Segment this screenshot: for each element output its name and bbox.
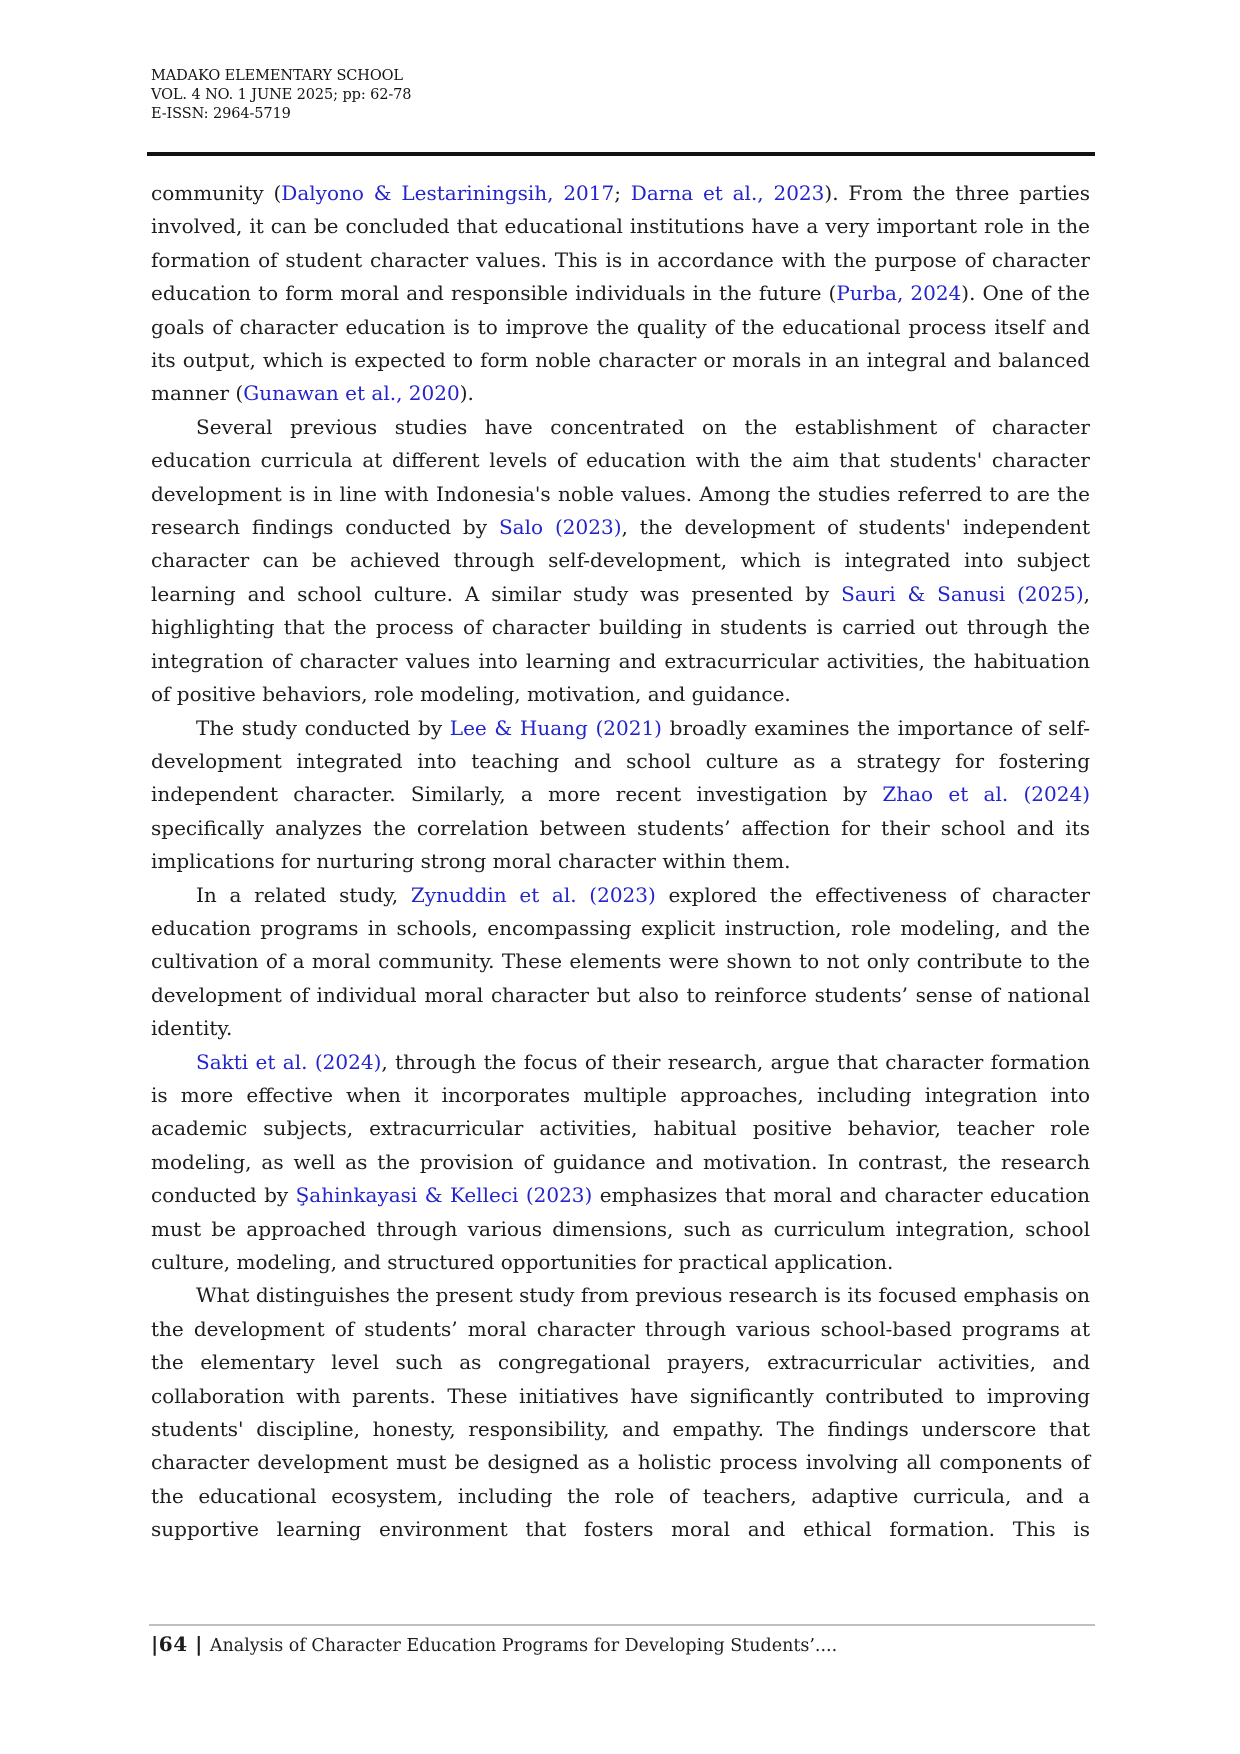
paragraph (151, 177, 1090, 411)
text-run: ). From the three parties involved, it can be concluded that educational institutions have a very important role in the formation of student character values. This is in accordance with the purpose of character education to form moral and responsible individuals in the future ( (151, 181, 1090, 306)
text-run: ). (459, 381, 474, 406)
header-divider (147, 152, 1095, 156)
citation-link[interactable]: Dalyono & Lestariningsih, 2017 (281, 181, 615, 205)
text-run: emphasizes that moral and character education must be approached through various dimensions, such as curriculum integration, school culture, modeling, and structured opportunities for practical application. (151, 1183, 1090, 1274)
page-number: |64 | (151, 1632, 203, 1656)
text-run: ). One of the goals of character education is to improve the quality of the educational process itself and its output, which is expected to form noble character or morals in an integral and balanced manner ( (151, 281, 1090, 406)
citation-link[interactable]: Purba, 2024 (836, 281, 962, 306)
paragraph (151, 411, 1090, 712)
paragraph (151, 1046, 1090, 1280)
text-run: The study conducted by (196, 715, 450, 740)
citation-link[interactable]: Darna et al., 2023 (630, 181, 825, 205)
citation-link[interactable]: Salo (2023) (498, 515, 622, 540)
journal-header (151, 67, 411, 123)
text-run: What distinguishes the present study from previous research is its focused emphasis on the development of students’ moral character through various school-based programs at the elementary level such as congregational prayers, extracurricular activities, and collaboration with parents. These initiatives have significantly contributed to improving students' discipline, honesty, responsibility, and empathy. The findings underscore that character development must be designed as a holistic process involving all components of the educational ecosystem, including the role of teachers, adaptive curricula, and a supportive learning environment that fosters moral and ethical formation. This is (151, 1283, 1090, 1542)
text-run: broadly examines the importance of self-development integrated into teaching and school culture as a strategy for fostering independent character. Similarly, a more recent investigation by (151, 715, 1090, 807)
citation-link[interactable]: Gunawan et al., 2020 (243, 381, 460, 406)
citation-link[interactable]: Şahinkayasi & Kelleci (2023) (295, 1183, 593, 1208)
footer-divider (149, 1624, 1095, 1626)
article-body (151, 177, 1090, 1547)
citation-link[interactable]: Zynuddin et al. (2023) (410, 882, 656, 907)
text-run: ; (614, 181, 631, 205)
text-run: , highlighting that the process of character building in students is carried out through the integration of character values into learning and extracurricular activities, the habituation of positive behaviors, role modeling, motivation, and guidance. (151, 581, 1090, 707)
text-run: community ( (151, 181, 282, 205)
text-run: specifically analyzes the correlation between students’ affection for their school and its implications for nurturing strong moral character within them. (151, 815, 1090, 874)
paragraph (151, 879, 1090, 1046)
text-run: , the development of students' independent character can be achieved through self-development, which is integrated into subject learning and school culture. A similar study was presented by (151, 515, 1090, 606)
journal-volume-line: VOL. 4 NO. 1 JUNE 2025; pp: 62-78 (151, 86, 412, 103)
running-title: Analysis of Character Education Programs for Developing Students’.... (209, 1636, 838, 1656)
citation-link[interactable]: Zhao et al. (2024) (882, 782, 1091, 807)
citation-link[interactable]: Lee & Huang (2021) (449, 715, 662, 740)
text-run: In a related study, (196, 882, 411, 907)
text-run: , through the focus of their research, argue that character formation is more effective when it incorporates multiple approaches, including integration into academic subjects, extracurricular activities, habitual positive behavior, teacher role modeling, as well as the provision of guidance and motivation. In contrast, the research conducted by (151, 1049, 1090, 1208)
text-run: Several previous studies have concentrated on the establishment of character education curricula at different levels of education with the aim that students' character development is in line with Indonesia's noble values. Among the studies referred to are the research findings conducted by (151, 414, 1090, 540)
journal-issn-line: E-ISSN: 2964-5719 (151, 105, 291, 122)
page-footer (151, 1632, 1097, 1656)
citation-link[interactable]: Sakti et al. (2024) (196, 1049, 382, 1074)
citation-link[interactable]: Sauri & Sanusi (2025) (841, 581, 1084, 606)
paragraph (151, 712, 1090, 879)
paragraph (151, 1279, 1090, 1546)
journal-name: MADAKO ELEMENTARY SCHOOL (151, 68, 403, 84)
text-run: explored the effectiveness of character education programs in schools, encompassing explicit instruction, role modeling, and the cultivation of a moral community. These elements were shown to not only contribute to the development of individual moral character but also to reinforce students’ sense of national identity. (151, 882, 1091, 1041)
